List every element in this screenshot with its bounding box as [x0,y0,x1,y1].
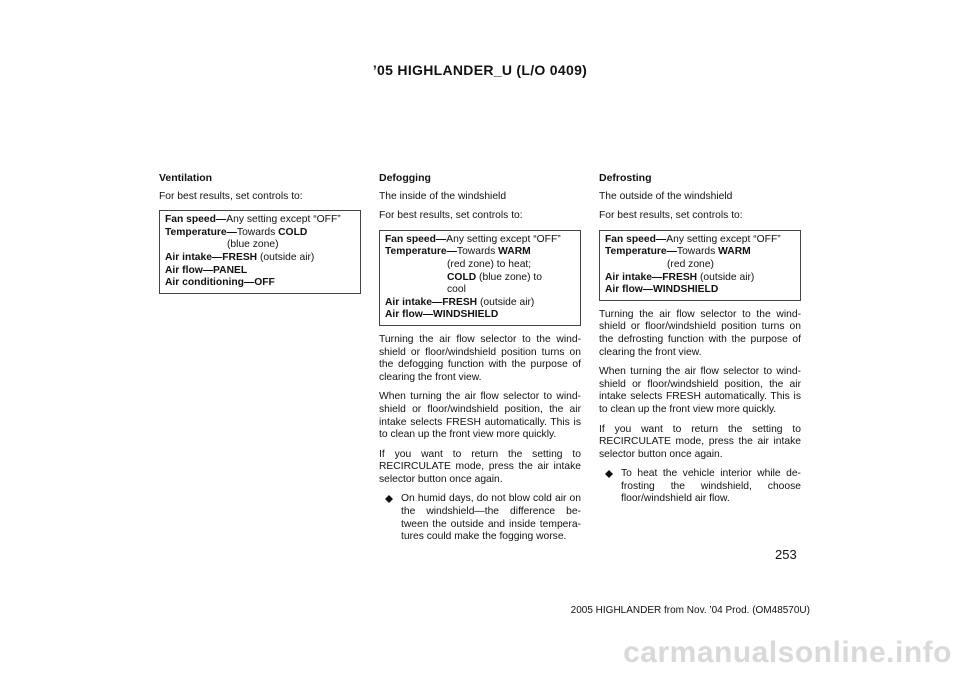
defrosting-intro: For best results, set controls to: [599,210,743,222]
watermark: carmanualsonline.info [623,636,952,669]
air-flow-label: Air flow—PANEL [165,264,248,276]
temperature-setting: COLD [278,226,308,238]
page-number: 253 [775,547,797,562]
air-flow-label: Air flow—WINDSHIELD [605,284,719,296]
page-footer: 2005 HIGHLANDER from Nov. ’04 Prod. (OM48570U) [570,605,810,616]
defogging-paragraph-2: When turning the air flow selector to wind- shield or floor/windshield position, the air intake selects FRESH automatically. This is to clean up the front view more quickly. [379,391,581,441]
defrosting-bullet [599,468,801,506]
air-intake-label: Air intake—FRESH [385,296,478,308]
fan-speed-value: Any setting except “OFF” [666,233,781,245]
temperature-value: Towards [676,246,719,258]
page-header: ’05 HIGHLANDER_U (L/O 0409) [372,62,588,78]
temperature-setting: WARM [498,246,531,258]
defrosting-paragraph-2: When turning the air flow selector to wind- shield or floor/windshield position, the air intake selects FRESH automatically. This is to clean up the front view more quickly. [599,366,801,415]
defrosting-settings-box [599,230,801,301]
fan-speed-value: Any setting except “OFF” [226,214,341,226]
air-intake-value: (outside air) [257,251,315,263]
fan-speed-label: Fan speed— [165,214,227,226]
temperature-alt-purpose: cool [447,284,466,296]
air-intake-value: (outside air) [697,271,755,283]
temperature-label: Temperature— [605,246,677,258]
air-intake-label: Air intake—FRESH [165,251,258,263]
defogging-column [379,172,581,550]
air-intake-label: Air intake—FRESH [605,271,698,283]
air-intake-value: (outside air) [477,296,535,308]
defrosting-paragraph-3: If you want to return the setting to RECIRCULATE mode, press the air intake selector button once again. [599,423,801,460]
air-flow-label: Air flow—WINDSHIELD [385,309,499,321]
temperature-zone: (red zone) [667,258,714,270]
ventilation-intro: For best results, set controls to: [159,190,303,202]
defogging-subtitle: The inside of the windshield [379,190,507,202]
defrosting-bullet-text: To heat the vehicle interior while de- frosting the windshield, choose floor/windshield air flow. [621,468,801,505]
defogging-bullet-text: On humid days, do not blow cold air on the windshield—the difference be- tween the outside and inside tempera- tures could make the fogging worse. [401,493,581,543]
defogging-title: Defogging [379,172,431,184]
diamond-bullet-icon [605,470,613,478]
ventilation-column [159,172,361,302]
ventilation-settings-box [159,210,361,294]
temperature-zone: (blue zone) [227,239,279,251]
defogging-paragraph-3: If you want to return the setting to RECIRCULATE mode, press the air intake selector button once again. [379,448,581,485]
air-conditioning-label: Air conditioning—OFF [165,277,275,289]
defogging-paragraph-1: Turning the air flow selector to the wind- shield or floor/windshield position turns on the defogging function with the purpose of clearing the front view. [379,333,581,383]
defogging-intro: For best results, set controls to: [379,210,523,222]
temperature-label: Temperature— [165,226,237,238]
defrosting-column [599,172,801,512]
defrosting-paragraph-1: Turning the air flow selector to the wind- shield or floor/windshield position turns on the defrosting function with the purpose of clearing the front view. [599,308,801,358]
temperature-zone: (red zone) to heat; [447,258,532,270]
temperature-setting: WARM [718,246,751,258]
temperature-alt-zone: (blue zone) to [476,271,542,283]
temperature-value: Towards [236,226,279,238]
temperature-value: Towards [456,246,499,258]
defrosting-title: Defrosting [599,172,652,184]
ventilation-title: Ventilation [159,172,213,184]
fan-speed-label: Fan speed— [385,233,447,245]
defogging-bullet [379,493,581,543]
defogging-settings-box [379,230,581,326]
temperature-label: Temperature— [385,246,457,258]
diamond-bullet-icon [385,495,393,503]
fan-speed-value: Any setting except “OFF” [446,233,561,245]
temperature-alt-setting: COLD [447,271,477,283]
defrosting-subtitle: The outside of the windshield [599,190,733,202]
fan-speed-label: Fan speed— [605,233,667,245]
